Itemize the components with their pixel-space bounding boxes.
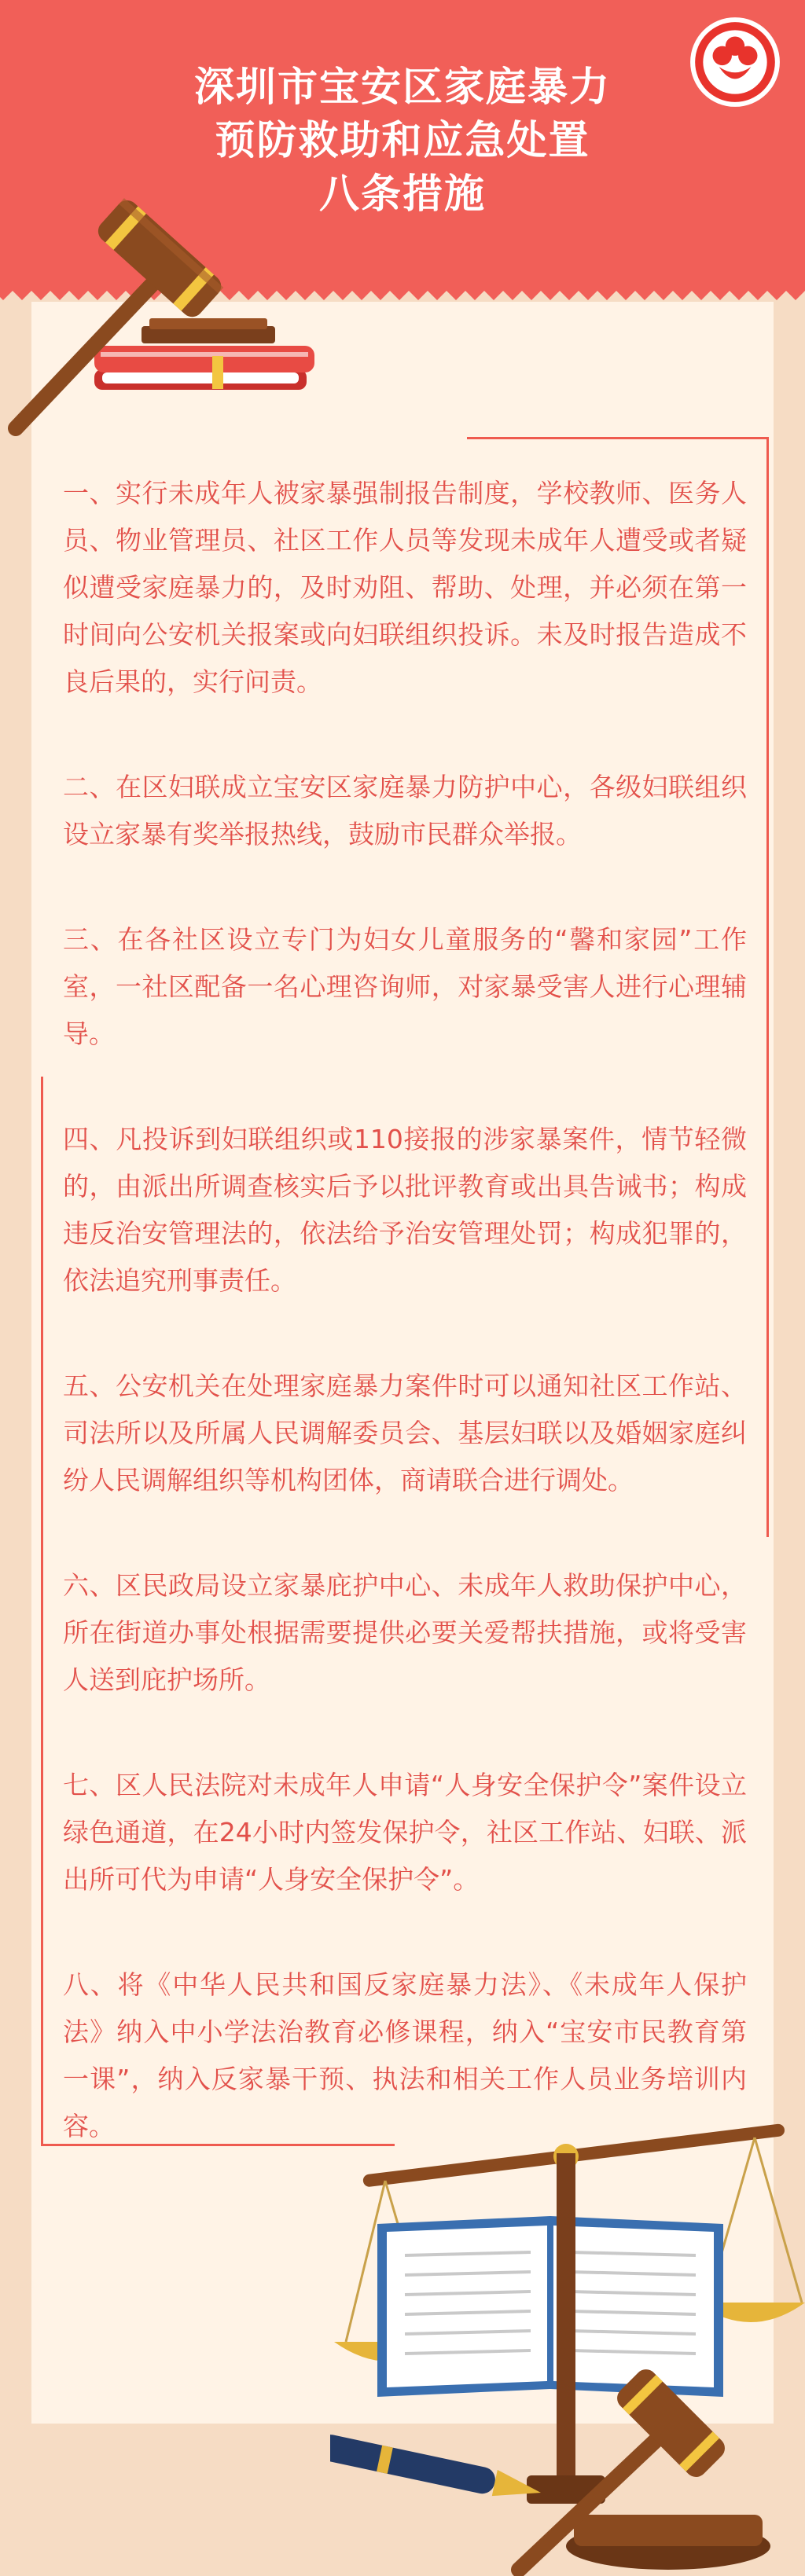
frame-line-left <box>41 1077 43 2145</box>
title-line-1: 深圳市宝安区家庭暴力 <box>193 64 611 111</box>
measure-8: 八、将《中华人民共和国反家庭暴力法》、《未成年人保护法》纳入中小学法治教育必修课程，纳入“宝安市民教育第一课”，纳入反家暴干预、执法和相关工作人员业务培训内容。 <box>63 1969 747 2141</box>
measure-1: 一、实行未成年人被家暴强制报告制度，学校教师、医务人员、物业管理员、社区工作人员等发现未成年人遭受或者疑似遭受家庭暴力的，及时劝阻、帮助、处理，并必须在第一时间向公安机关报案或向妇联组织投诉。未及时报告造成不良后果的，实行问责。 <box>63 478 747 697</box>
measure-4: 四、凡投诉到妇联组织或110接报的涉家暴案件，情节轻微的，由派出所调查核实后予以批评教育或出具告诫书；构成违反治安管理法的，依法给予治安管理处罚；构成犯罪的，依法追究刑事责任。 <box>63 1124 747 1296</box>
title-line-2: 预防救助和应急处置 <box>215 118 590 164</box>
frame-line-top <box>467 437 769 439</box>
measure-6: 六、区民政局设立家暴庇护中心、未成年人救助保护中心，所在街道办事处根据需要提供必要关爱帮扶措施，或将受害人送到庇护场所。 <box>63 1570 747 1695</box>
frame-line-right <box>766 437 769 1537</box>
measure-3: 三、在各社区设立专门为妇女儿童服务的“馨和家园”工作室，一社区配备一名心理咨询师，对家暴受害人进行心理辅导。 <box>63 924 747 1049</box>
measure-7: 七、区人民法院对未成年人申请“人身安全保护令”案件设立绿色通道，在24小时内签发保护令，社区工作站、妇联、派出所可代为申请“人身安全保护令”。 <box>63 1770 747 1895</box>
measure-5: 五、公安机关在处理家庭暴力案件时可以通知社区工作站、司法所以及所属人民调解委员会、基层妇联以及婚姻家庭纠纷人民调解组织等机构团体，商请联合进行调处。 <box>63 1371 747 1495</box>
gavel-and-book-icon <box>0 169 330 452</box>
title-line-3: 八条措施 <box>318 171 486 218</box>
measure-2: 二、在区妇联成立宝安区家庭暴力防护中心，各级妇联组织设立家暴有奖举报热线，鼓励市民群众举报。 <box>63 772 747 849</box>
scales-book-gavel-pen-icon <box>330 2106 805 2576</box>
womens-federation-emblem-icon <box>687 14 783 110</box>
measures-list <box>63 470 747 2208</box>
